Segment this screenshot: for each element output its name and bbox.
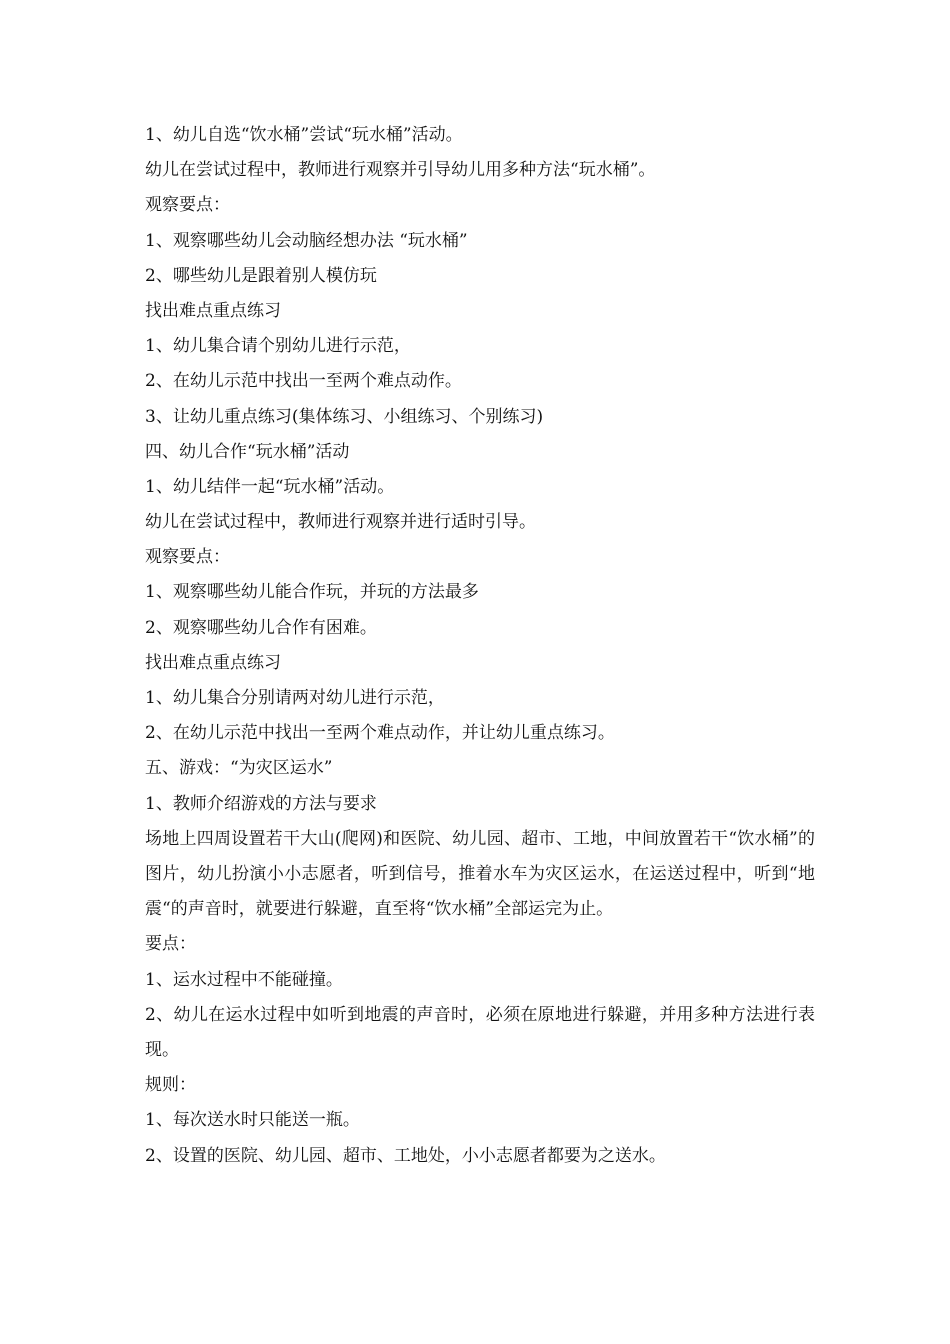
text-line: 幼儿在尝试过程中，教师进行观察并引导幼儿用多种方法“玩水桶”。 — [145, 160, 656, 181]
text-line: 1、幼儿集合请个别幼儿进行示范， — [145, 336, 411, 357]
text-line: 2、在幼儿示范中找出一至两个难点动作。 — [145, 371, 462, 392]
paragraph-game-description: 场地上四周设置若干大山(爬网)和医院、幼儿园、超市、工地，中间放置若干“饮水桶”的图片，幼儿扮演小小志愿者，听到信号，推着水车为灾区运水，在运送过程中，听到“地震“的声音时，就要进行躲避，直至将“饮水桶”全部运完为止。 — [145, 828, 815, 920]
text-line: 3、让幼儿重点练习(集体练习、小组练习、个别练习) — [145, 406, 544, 427]
text-line: 2、哪些幼儿是跟着别人模仿玩 — [145, 265, 377, 286]
section-heading: 规则： — [145, 1075, 196, 1096]
section-heading: 观察要点： — [145, 547, 230, 568]
text-line: 2、设置的医院、幼儿园、超市、工地处，小小志愿者都要为之送水。 — [145, 1145, 666, 1166]
text-line: 幼儿在尝试过程中，教师进行观察并进行适时引导。 — [145, 512, 536, 533]
section-heading: 五、游戏：“为灾区运水” — [145, 758, 333, 779]
section-heading: 观察要点： — [145, 195, 230, 216]
text-line: 1、教师介绍游戏的方法与要求 — [145, 793, 377, 814]
text-line: 1、幼儿结伴一起“玩水桶”活动。 — [145, 476, 395, 497]
text-line: 1、每次送水时只能送一瓶。 — [145, 1110, 360, 1131]
text-line: 1、幼儿集合分别请两对幼儿进行示范， — [145, 688, 445, 708]
text-line: 1、运水过程中不能碰撞。 — [145, 969, 343, 990]
text-line: 1、幼儿自选“饮水桶”尝试“玩水桶”活动。 — [145, 125, 463, 145]
text-line: 1、观察哪些幼儿会动脑经想办法 “玩水桶” — [145, 230, 468, 251]
text-line: 2、观察哪些幼儿合作有困难。 — [145, 617, 377, 638]
paragraph-key-point-2: 2、幼儿在运水过程中如听到地震的声音时，必须在原地进行躲避，并用多种方法进行表现。 — [145, 1004, 815, 1060]
section-heading: 要点： — [145, 934, 196, 955]
document-body — [145, 118, 815, 1174]
text-line: 1、观察哪些幼儿能合作玩，并玩的方法最多 — [145, 582, 479, 603]
text-line: 2、在幼儿示范中找出一至两个难点动作，并让幼儿重点练习。 — [145, 723, 615, 744]
section-heading: 四、幼儿合作“玩水桶”活动 — [145, 441, 350, 462]
section-heading: 找出难点重点练习 — [145, 300, 281, 321]
section-heading: 找出难点重点练习 — [145, 652, 281, 673]
